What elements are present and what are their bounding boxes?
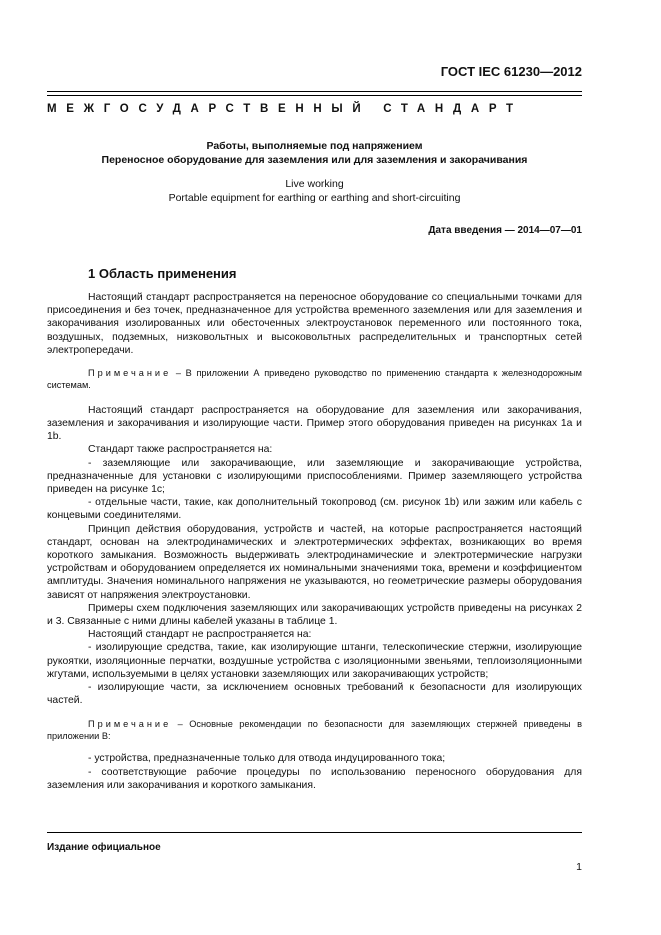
note (47, 718, 582, 743)
list-item: - отдельные части, такие, как дополнительный токопровод (см. рисунок 1b) или зажим или кабель с концевыми соединителями. (47, 497, 582, 522)
note-text: – Основные рекомендации по безопасности для заземляющих стержней приведены в приложении В: (47, 718, 582, 741)
header-rule-thick (47, 91, 582, 92)
footer-rule (47, 832, 582, 833)
header-rule-thin (47, 95, 582, 96)
title-ru-line1: Работы, выполняемые под напряжением (206, 140, 423, 152)
note-label: Примечание (88, 368, 172, 379)
title-english (47, 177, 582, 205)
note-label: Примечание (88, 718, 172, 729)
note-text: – В приложении А приведено руководство по применению стандарта к железнодорожным системам. (47, 368, 582, 391)
band-title: МЕЖГОСУДАРСТВЕННЫЙ СТАНДАРТ (47, 103, 523, 115)
title-en-line2: Portable equipment for earthing or earthing and short-circuiting (168, 192, 461, 204)
introduction-date: Дата введения — 2014—07—01 (428, 225, 582, 236)
list-item: - изолирующие средства, такие, как изолирующие штанги, телескопические стержни, изолирующие рукоятки, изоляционные перчатки, воздушные устройства с изоляционными звеньями, теплоизоляционными жгутами, используемыми в целях установки заземляющих или закорачивающих устройств; (47, 642, 582, 680)
list-item: - изолирующие части, за исключением основных требований к безопасности для изолирующих частей. (47, 682, 582, 707)
edition-label: Издание официальное (47, 842, 161, 853)
title-ru-line2: Переносное оборудование для заземления или для заземления и закорачивания (101, 154, 528, 166)
list-item: - соответствующие рабочие процедуры по использованию переносного оборудования для заземления или закорачивания и короткого замыкания. (47, 766, 582, 791)
paragraph: Стандарт также распространяется на: (88, 444, 273, 456)
list-item: - заземляющие или закорачивающие, или заземляющие и закорачивающие устройства, предназначенные для установки с изолирующими приспособлениями. Пример заземляющего устройства приведен на рисунке 1с; (47, 457, 582, 496)
section-content (47, 291, 582, 792)
paragraph: Настоящий стандарт распространяется на оборудование для заземления или закорачивания, заземления и закорачивания и изолирующие части. Пример этого оборудования приведен на рисунках 1а и 1b. (47, 404, 582, 443)
note (47, 367, 582, 392)
title-en-line1: Live working (285, 178, 344, 190)
list-item: - устройства, предназначенные только для отвода индуцированного тока; (88, 753, 446, 765)
paragraph: Настоящий стандарт не распространяется на: (88, 629, 312, 641)
paragraph: Настоящий стандарт распространяется на переносное оборудование со специальными точками для присоединения и без точек, предназначенное для устройства временного заземления или для заземления и закорачивания изолированных или обесточенных электроустановок переменного или постоянного тока, воздушных, подземных, низковольтных и высоковольтных распределительных и транспортных сетей электропередачи. (47, 292, 582, 356)
title-russian (47, 139, 582, 167)
page-number: 1 (576, 861, 582, 873)
paragraph: Примеры схем подключения заземляющих или закорачивающих устройств приведены на рисунках 2 и 3. Связанные с ними длины кабелей указаны в таблице 1. (47, 602, 582, 628)
standard-number: ГОСТ IEC 61230—2012 (440, 64, 582, 79)
section-title: 1 Область применения (88, 266, 237, 281)
paragraph: Принцип действия оборудования, устройств и частей, на которые распространяется настоящий стандарт, основан на электродинамических и электротермических эффектах, возникающих во время короткого замыкания. Возможность выдерживать электродинамические и электротермические нагрузки устройствам и оборудованием определяется их номинальными значениями тока, времени и коэффициентом амплитуды. Значения номинального напряжения не указываются, но геометрические размеры оборудования зависят от напряжения электроустановки. (47, 523, 582, 601)
